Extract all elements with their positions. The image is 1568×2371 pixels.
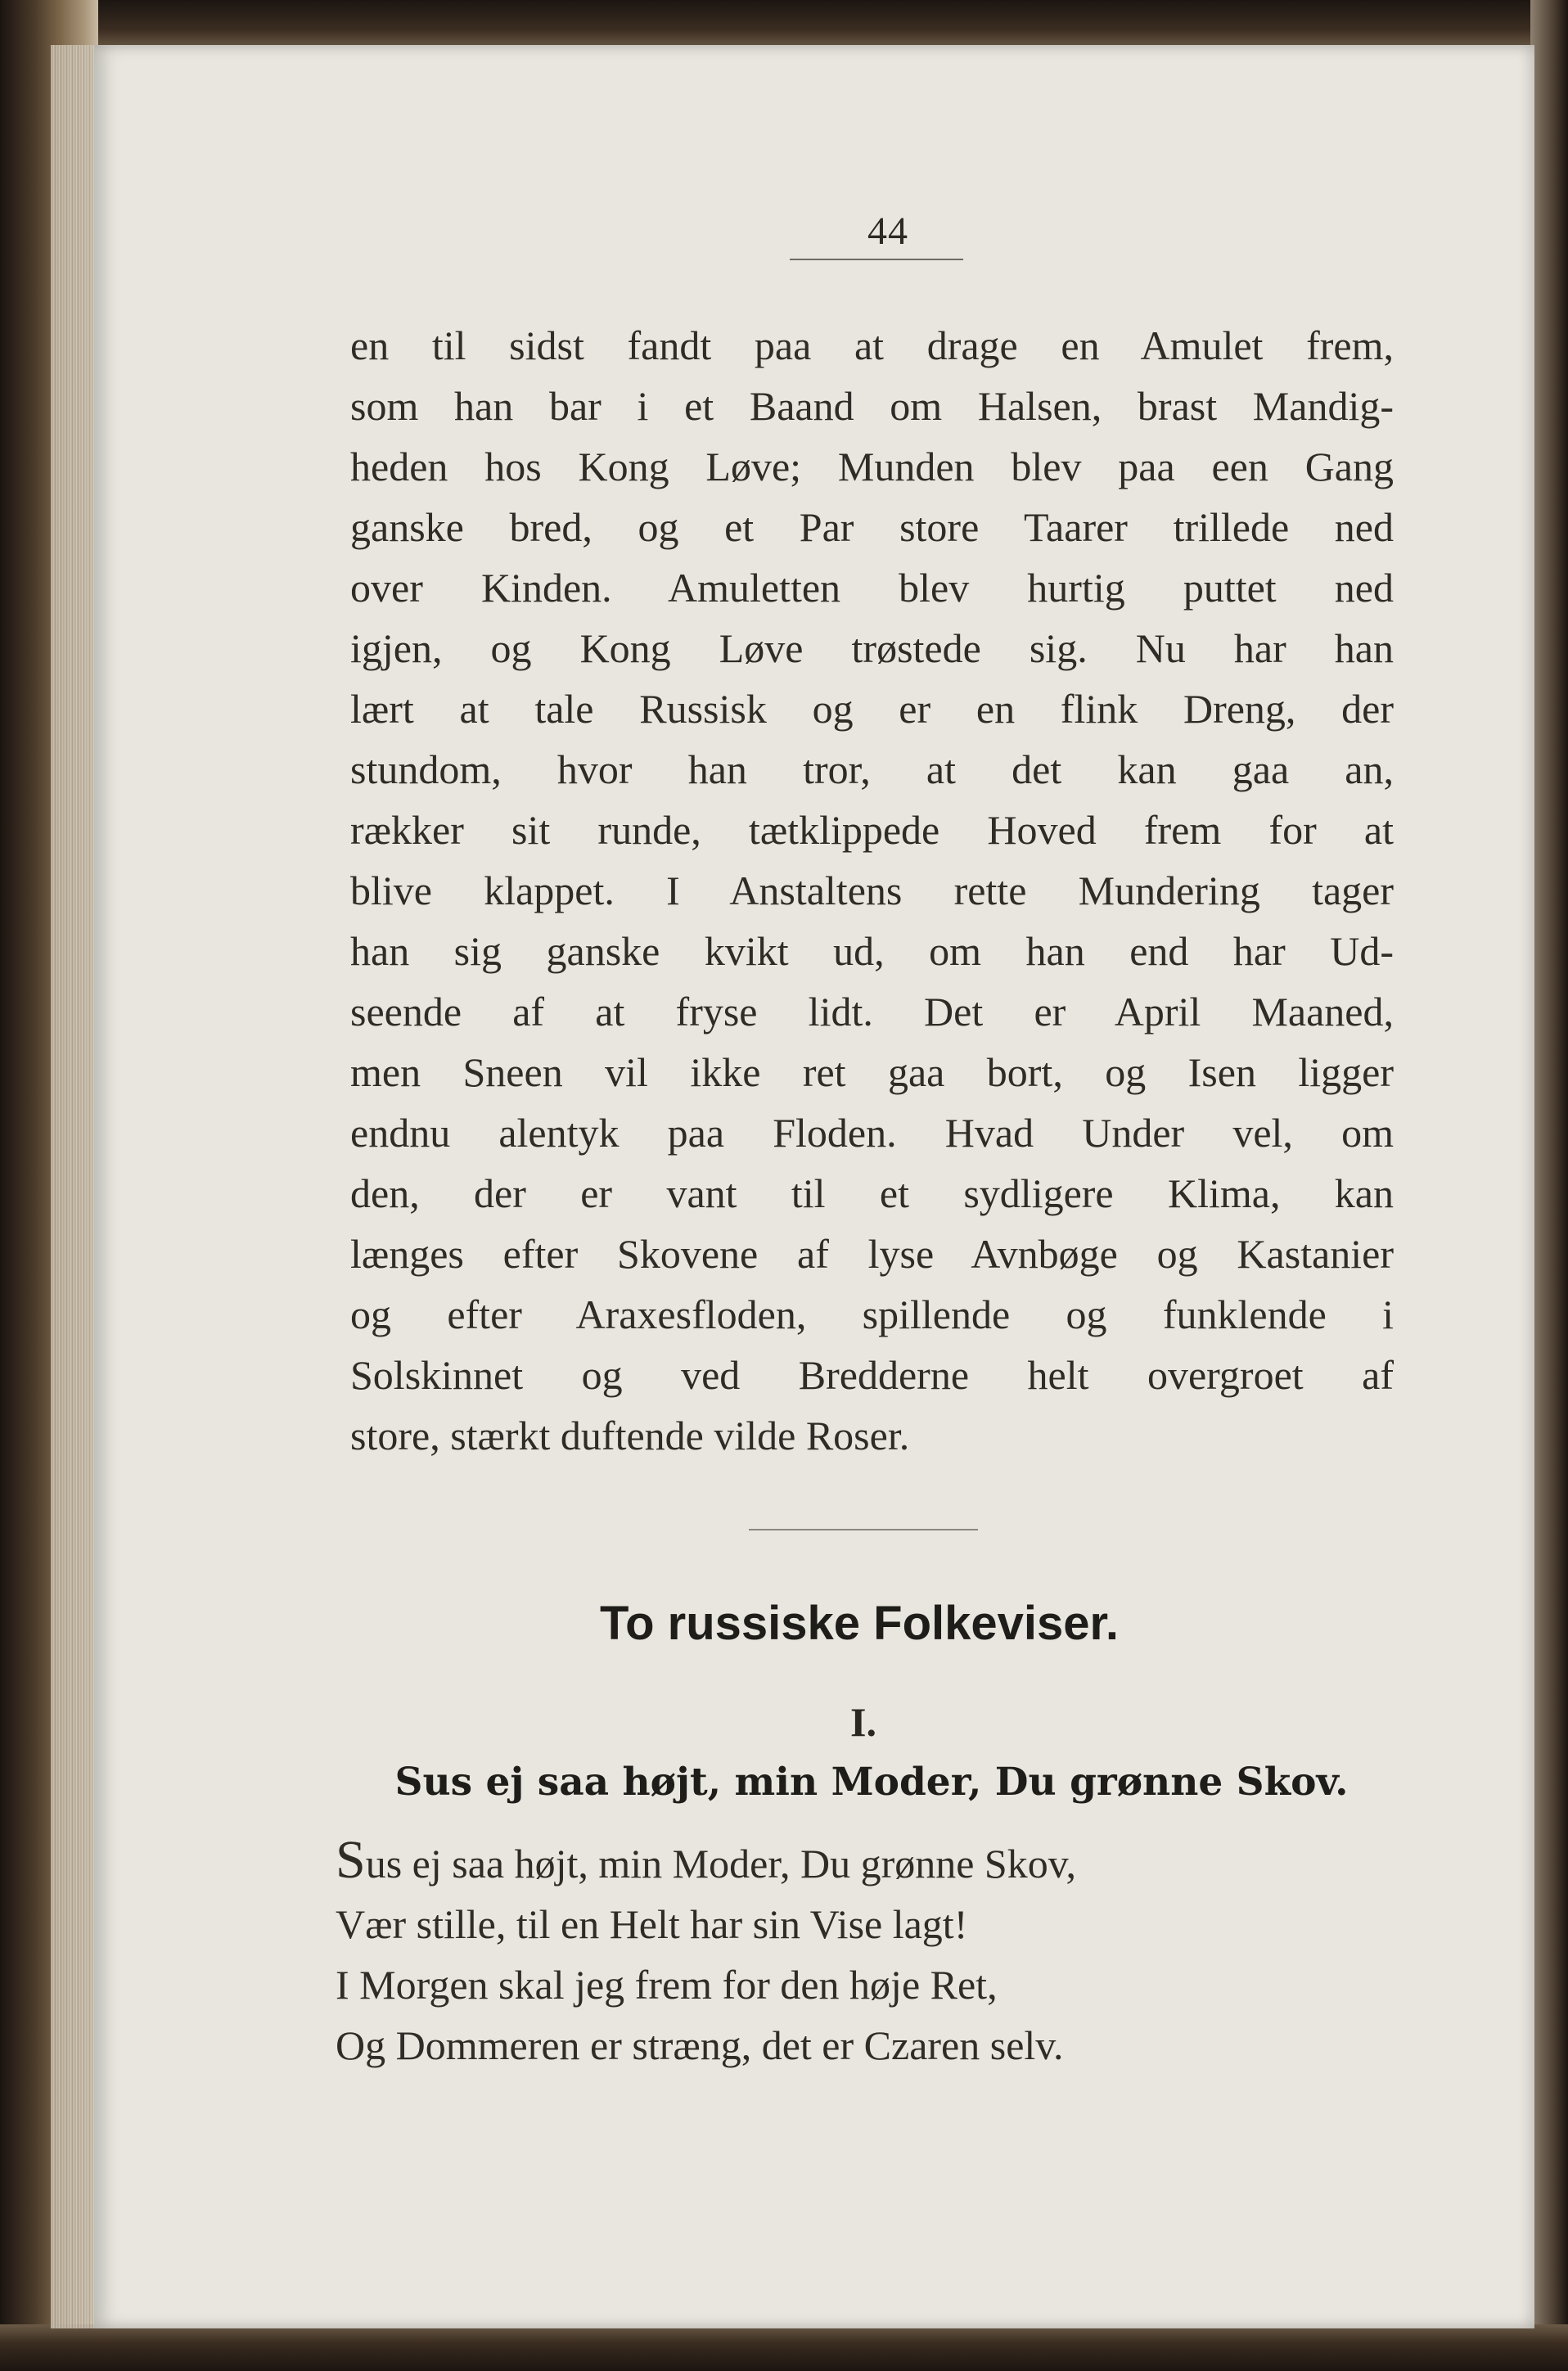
- prose-line: den, der er vant til et sydligere Klima, kan: [350, 1170, 1394, 1216]
- book-binding-right: [1530, 0, 1568, 2371]
- verse-line: I Morgen skal jeg frem for den høje Ret,: [336, 1962, 998, 2008]
- prose-line: endnu alentyk paa Floden. Hvad Under vel, om: [350, 1110, 1394, 1156]
- poem-verse: [336, 1830, 1358, 2076]
- prose-line: ganske bred, og et Par store Taarer trillede ned: [350, 504, 1394, 550]
- prose-line: store, stærkt duftende vilde Roser.: [350, 1413, 910, 1458]
- page-number-rule: [790, 259, 963, 260]
- drop-cap: S: [336, 1830, 366, 1890]
- verse-line: Og Dommeren er stræng, det er Czaren selv.: [336, 2022, 1064, 2068]
- page-number: 44: [867, 210, 908, 253]
- section-title: To russiske Folkeviser.: [599, 1597, 1120, 1650]
- prose-line: seende af at fryse lidt. Det er April Maaned,: [350, 989, 1394, 1034]
- prose-line: længes efter Skovene af lyse Avnbøge og Kastanier: [350, 1231, 1394, 1277]
- prose-line: men Sneen vil ikke ret gaa bort, og Isen ligger: [350, 1049, 1394, 1095]
- section-numeral: I.: [850, 1699, 876, 1745]
- prose-line: og efter Araxesfloden, spillende og funklende i: [350, 1291, 1394, 1337]
- prose-line: han sig ganske kvikt ud, om han end har Ud-: [350, 928, 1394, 974]
- prose-line: som han bar i et Baand om Halsen, brast Mandig-: [350, 383, 1394, 429]
- book-binding-top: [0, 0, 1568, 49]
- verse-line: [336, 1830, 1358, 1894]
- section-divider: [749, 1529, 978, 1530]
- prose-line: igjen, og Kong Løve trøstede sig. Nu har han: [350, 625, 1394, 671]
- prose-line: Solskinnet og ved Bredderne helt overgroet af: [350, 1352, 1394, 1398]
- prose-line: lært at tale Russisk og er en flink Dreng, der: [350, 686, 1394, 732]
- prose-line: rækker sit runde, tætklippede Hoved frem for at: [350, 807, 1394, 853]
- prose-line: blive klappet. I Anstaltens rette Mundering tager: [350, 868, 1394, 913]
- prose-line: en til sidst fandt paa at drage en Amulet frem,: [350, 322, 1394, 368]
- page-edges: [51, 45, 96, 2328]
- prose-line: over Kinden. Amuletten blev hurtig puttet ned: [350, 565, 1394, 611]
- verse-line: Vær stille, til en Helt har sin Vise lagt!: [336, 1901, 968, 1947]
- prose-paragraph: [350, 315, 1394, 1466]
- verse-line-text: us ej saa højt, min Moder, Du grønne Skov,: [365, 1841, 1076, 1886]
- book-binding-bottom: [0, 2324, 1568, 2371]
- prose-line: heden hos Kong Løve; Munden blev paa een Gang: [350, 444, 1394, 489]
- poem-title: Sus ej saa højt, min Moder, Du grønne Skov.: [394, 1760, 1349, 1805]
- prose-line: stundom, hvor han tror, at det kan gaa an,: [350, 746, 1394, 792]
